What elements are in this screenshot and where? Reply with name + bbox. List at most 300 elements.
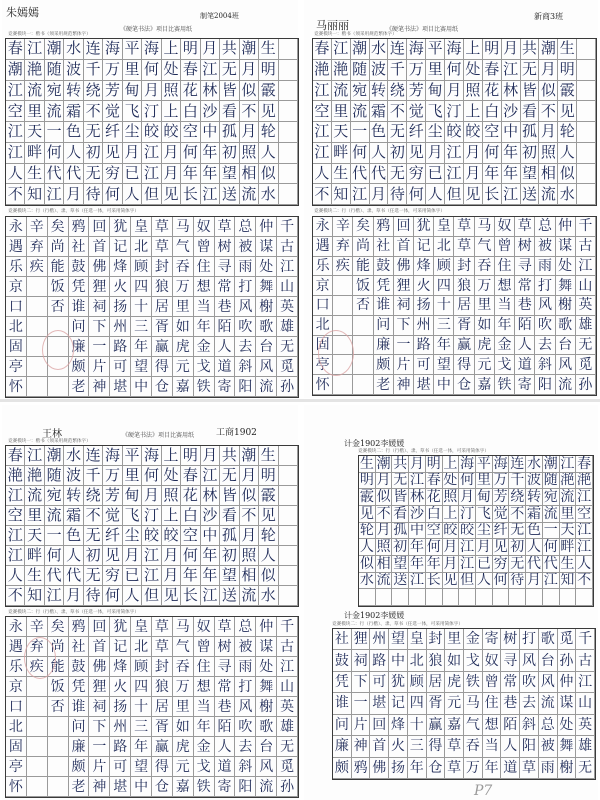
grid-cell: 里 [476,472,491,489]
grid-cell: 得 [454,355,474,375]
grid-cell: 下 [352,672,371,693]
grid-cell: 封 [152,657,173,677]
grid-cell: 何 [407,184,426,205]
grid-cell: 下 [89,717,110,737]
grid-cell: 波 [526,472,541,489]
grid-cell: 中 [502,122,521,143]
grid-cell: 无 [393,472,408,489]
grid-cell: 老 [69,777,90,797]
grid-cell: 风 [235,697,256,717]
grid-cell: 代 [64,566,83,586]
grid-cell: 顾 [434,257,454,277]
grid-cell: 千 [576,217,596,237]
grid-cell: 花 [181,486,200,506]
grid-cell: 想 [483,715,502,736]
grid-cell: 榭 [256,297,277,317]
grid-cell: 里 [173,697,194,717]
grid-cell: 榭 [556,296,576,316]
grid-cell: 古 [576,237,596,257]
grid-cell: 吞 [173,657,194,677]
grid-cell: 空 [181,526,200,546]
grid-cell: 甸 [123,486,142,506]
grid-cell: 鸦 [374,217,394,237]
grid-cell: 何 [45,143,64,164]
grid-cell: 色 [370,122,389,143]
grid-cell: 草 [520,758,539,779]
grid-cell [27,317,48,337]
grid-cell [376,589,393,606]
essay-grid-lower [332,628,596,780]
grid-cell: 问 [333,715,352,736]
grid-cell: 居 [152,697,173,717]
grid-cell: 似 [359,555,374,572]
grid-cell: 斜 [535,355,555,375]
grid-cell: 鼓 [69,257,90,277]
grid-cell: 佛 [370,758,389,779]
grid-cell: 流 [539,693,558,714]
grid-cell: 处 [162,60,181,81]
grid-cell: 谋 [256,237,277,257]
grid-cell: 问 [69,317,90,337]
grid-cell: 知 [332,184,351,205]
grid-cell: 里 [25,506,44,526]
grid-cell [577,81,596,102]
grid-cell: 平 [426,39,445,60]
grid-cell: 霰 [558,81,577,102]
grid-cell: 觅 [558,629,577,650]
grid-cell: 嘉 [475,375,495,395]
grid-cell: 里 [123,60,142,81]
grid-cell: 亭 [6,357,27,377]
grid-cell: 尘 [123,122,142,143]
grid-cell: 见 [493,539,508,556]
grid-cell [409,589,426,606]
grid-cell: 如 [173,717,194,737]
grid-cell: 总 [235,617,256,637]
grid-cell: 似 [259,566,278,586]
grid-cell: 社 [69,237,90,257]
sheet-2 [304,0,598,398]
grid-cell: 犹 [389,672,408,693]
grid-cell: 年 [426,555,441,572]
grid-cell: 下 [394,316,414,336]
grid-cell: 天 [560,522,575,539]
grid-cell: 年 [194,317,215,337]
grid-cell: 年 [409,539,424,556]
grid-cell: 皎 [162,122,181,143]
grid-cell: 穷 [407,164,426,185]
grid-cell: 皆 [220,486,239,506]
grid-cell: 无 [576,336,596,356]
grid-cell: 见 [558,101,577,122]
grading-mark [318,330,354,376]
grid-cell: 常 [515,276,535,296]
grid-cell: 北 [408,650,427,671]
grid-cell: 吞 [475,257,495,277]
grid-cell: 乐 [313,257,333,277]
grid-cell: 江 [6,546,25,566]
grid-cell: 佛 [89,257,110,277]
grid-cell [359,589,376,606]
grid-cell: 颇 [333,758,352,779]
grid-cell: 白 [483,101,502,122]
grid-cell [27,777,48,797]
grid-cell: 斜 [520,715,539,736]
grid-cell: 当 [483,736,502,757]
grid-cell: 千 [576,629,595,650]
grid-cell [353,355,373,375]
grid-cell: 但 [142,586,161,606]
grid-cell: 打 [235,677,256,697]
grid-cell: 月 [162,164,181,185]
grid-cell: 狼 [454,276,474,296]
grid-cell: 当 [194,297,215,317]
grid-cell: 穷 [103,164,122,185]
grid-cell: 长 [426,572,441,589]
grid-cell: 胥 [152,717,173,737]
grid-cell: 色 [64,526,83,546]
grid-cell: 年 [131,337,152,357]
grid-cell: 寻 [215,257,236,277]
grid-cell: 无 [84,164,103,185]
grid-cell: 宛 [45,81,64,102]
grid-cell: 年 [201,143,220,164]
grid-cell: 鼓 [333,650,352,671]
grid-cell: 畔 [332,143,351,164]
grid-cell: 路 [110,337,131,357]
grid-cell: 皎 [464,122,483,143]
grid-cell: 江 [576,257,596,277]
grid-cell: 阳 [235,377,256,397]
grid-cell [279,143,298,164]
grid-cell: 照 [464,81,483,102]
grid-cell: 住 [194,657,215,677]
grid-cell: 常 [501,672,520,693]
grid-cell: 去 [520,693,539,714]
grid-cell: 凭 [69,277,90,297]
grid-cell: 住 [194,257,215,277]
grid-cell: 犹 [414,217,434,237]
grid-cell: 州 [370,629,389,650]
grid-cell: 甸 [123,81,142,102]
grid-cell [27,297,48,317]
grid-cell: 汀 [142,101,161,122]
grid-cell: 英 [576,715,595,736]
grid-cell: 无 [521,60,540,81]
grid-cell: 江 [576,672,595,693]
grid-cell: 巷 [501,693,520,714]
grid-cell: 疾 [333,257,353,277]
grid-cell: 金 [464,629,483,650]
grid-cell: 已 [123,164,142,185]
grid-cell: 上 [162,101,181,122]
grid-cell: 无 [84,122,103,143]
grid-cell: 寄 [483,629,502,650]
student-name: 王林 [42,429,62,440]
grid-cell: 照 [539,143,558,164]
grid-cell: 榭 [558,758,577,779]
grid-cell: 何 [493,572,508,589]
grid-cell: 仓 [454,375,474,395]
grid-cell: 吞 [464,736,483,757]
grid-cell [279,446,298,466]
grid-cell: 月 [476,539,491,556]
grid-cell: 人 [64,143,83,164]
grid-cell: 一 [89,337,110,357]
grid-cell: 人 [259,546,278,566]
grid-cell: 人 [558,143,577,164]
grid-cell: 明 [181,446,200,466]
grid-cell: 烽 [389,715,408,736]
grading-mark [42,330,74,370]
grid-cell: 轮 [259,526,278,546]
grid-cell: 人 [370,143,389,164]
grid-cell: 何 [181,546,200,566]
grid-cell: 神 [352,736,371,757]
grid-cell: 阳 [520,736,539,757]
grid-cell: 流 [256,777,277,797]
section2-label: 竞赛模块二：行（行楷）、隶、草书（任选一体，可采用简体字） [314,209,445,214]
grid-cell: 四 [408,693,427,714]
grid-cell: 月 [64,586,83,606]
grid-cell: 马 [173,617,194,637]
grid-cell: 万 [103,60,122,81]
grid-cell: 鼓 [374,257,394,277]
grid-cell: 扬 [389,758,408,779]
grid-cell: 辛 [333,217,353,237]
grid-cell [443,589,460,606]
grid-cell: 三 [408,736,427,757]
grid-cell: 月 [426,143,445,164]
grid-cell: 江 [25,39,44,60]
grid-cell: 谁 [69,297,90,317]
grid-cell: 火 [414,276,434,296]
grid-cell: 月 [376,522,391,539]
grid-cell: 何 [142,466,161,486]
essay-grid-upper [312,38,597,206]
grid-cell: 江 [577,539,592,556]
grid-cell: 江 [409,472,424,489]
grid-cell: 处 [256,657,277,677]
grid-cell: 生 [560,555,575,572]
grid-cell: 能 [48,257,69,277]
grid-cell: 山 [576,693,595,714]
grid-cell: 无 [220,60,239,81]
grid-cell: 问 [69,717,90,737]
grid-cell: 颇 [374,355,394,375]
grid-cell: 赢 [152,337,173,357]
grid-cell: 可 [414,355,434,375]
grid-cell: 谋 [558,693,577,714]
grid-cell: 水 [259,586,278,606]
grid-cell [576,589,593,606]
grid-cell: 孤 [220,122,239,143]
grid-cell: 封 [427,629,446,650]
grid-cell: 陌 [501,715,520,736]
grid-cell: 待 [510,572,525,589]
grid-cell: 皇 [434,217,454,237]
grid-cell: 花 [181,81,200,102]
grid-cell: 望 [521,164,540,185]
grid-cell: 共 [393,456,408,472]
grid-cell: 问 [374,316,394,336]
grid-cell: 金 [194,337,215,357]
grid-cell: 回 [89,217,110,237]
grid-cell: 月 [539,122,558,143]
grid-cell: 不 [577,572,592,589]
grid-cell: 空 [313,101,332,122]
grid-cell: 月 [526,572,541,589]
grid-cell: 人 [359,539,374,556]
grid-cell: 初 [510,539,525,556]
grid-cell: 上 [443,456,458,472]
grid-cell: 孙 [558,650,577,671]
sheet-divider [0,399,600,402]
grid-cell: 白 [181,506,200,526]
grid-cell: 处 [443,472,458,489]
grid-cell: 风 [535,296,555,316]
grid-cell: 胥 [454,316,474,336]
grid-cell: 潮 [376,456,391,472]
grid-cell: 海 [407,39,426,60]
grid-cell: 人 [215,337,236,357]
grid-cell: 春 [577,456,592,472]
grid-cell: 赢 [427,715,446,736]
grid-cell: 得 [427,736,446,757]
grid-cell: 谁 [333,693,352,714]
grid-cell: 狼 [152,277,173,297]
sheet-4 [304,405,598,800]
grid-cell: 弃 [27,637,48,657]
grid-cell: 人 [259,143,278,164]
grid-cell: 可 [370,672,389,693]
grid-cell: 水 [558,184,577,205]
grid-cell: 犹 [110,217,131,237]
grid-cell: 江 [313,143,332,164]
grid-cell: 不 [240,101,259,122]
grid-cell: 曾 [483,672,502,693]
grid-cell: 看 [521,101,540,122]
grid-cell: 马 [475,217,495,237]
grid-cell: 顾 [408,672,427,693]
grid-cell: 霰 [259,486,278,506]
grid-cell: 年 [201,566,220,586]
grid-cell: 月 [123,546,142,566]
grid-cell: 潮 [539,39,558,60]
grid-cell: 纤 [103,122,122,143]
grid-cell [526,589,543,606]
grid-cell: 月 [460,489,475,506]
grid-cell: 寻 [515,257,535,277]
grid-cell: 江 [445,164,464,185]
grid-cell: 海 [142,446,161,466]
grid-cell: 鸦 [352,758,371,779]
grid-cell: 生 [25,164,44,185]
grid-cell: 畔 [560,539,575,556]
grid-cell [333,296,353,316]
grid-cell: 雨 [539,758,558,779]
grid-cell: 无 [84,566,103,586]
grid-cell: 纤 [407,122,426,143]
grid-cell: 无 [510,522,525,539]
grid-cell: 处 [556,257,576,277]
grid-cell: 转 [64,486,83,506]
grid-cell: 里 [25,101,44,122]
grid-cell: 去 [235,337,256,357]
grid-cell: 不 [539,101,558,122]
grid-cell: 芳 [407,81,426,102]
grid-cell: 波 [64,60,83,81]
grid-cell: 辛 [27,217,48,237]
grid-cell: 道 [501,758,520,779]
grid-cell: 居 [427,672,446,693]
section1-label: 竞赛模块一：楷书（须采用规范繁体字） [8,32,91,37]
grid-cell: 仓 [427,758,446,779]
grid-cell: 月 [376,472,391,489]
grid-cell: 陌 [515,316,535,336]
grid-cell: 生 [259,39,278,60]
grid-cell: 神 [394,375,414,395]
grid-cell: 得 [152,357,173,377]
grid-cell: 人 [526,539,541,556]
grid-cell: 滟 [6,466,25,486]
grid-cell [333,276,353,296]
grid-cell: 见 [464,184,483,205]
grid-cell: 皎 [162,526,181,546]
grid-cell: 堪 [370,693,389,714]
grid-cell [279,60,298,81]
grid-cell: 曾 [495,237,515,257]
grid-cell [577,39,596,60]
grid-cell: 连 [84,39,103,60]
grid-cell: 首 [89,237,110,257]
grid-cell: 汀 [445,101,464,122]
grid-cell: 明 [483,39,502,60]
grid-cell: 怀 [313,375,333,395]
grid-cell: 皇 [131,217,152,237]
grid-cell: 打 [235,277,256,297]
grid-cell: 霜 [64,506,83,526]
grid-cell: 不 [376,505,391,522]
grid-cell: 一 [45,526,64,546]
grid-cell: 水 [64,446,83,466]
grid-cell: 江 [560,456,575,472]
grid-cell: 亭 [6,757,27,777]
grid-cell: 堪 [110,377,131,397]
grid-cell: 霰 [259,81,278,102]
grid-cell: 似 [259,164,278,185]
grid-cell [353,316,373,336]
grid-cell: 千 [84,60,103,81]
grid-cell: 滟 [332,60,351,81]
grid-cell: 雄 [277,717,298,737]
grid-cell: 代 [64,164,83,185]
grid-cell: 虎 [445,672,464,693]
grid-cell: 转 [526,489,541,506]
grid-cell: 上 [443,505,458,522]
grid-cell: 四 [131,677,152,697]
grid-cell: 海 [493,456,508,472]
grid-cell: 初 [521,143,540,164]
grid-cell: 江 [577,522,592,539]
grid-cell: 人 [577,555,592,572]
grid-cell [27,277,48,297]
grid-cell: 共 [220,39,239,60]
grid-cell: 气 [173,237,194,257]
grid-cell: 想 [495,276,515,296]
grid-cell [426,589,443,606]
grid-cell: 何 [142,60,161,81]
